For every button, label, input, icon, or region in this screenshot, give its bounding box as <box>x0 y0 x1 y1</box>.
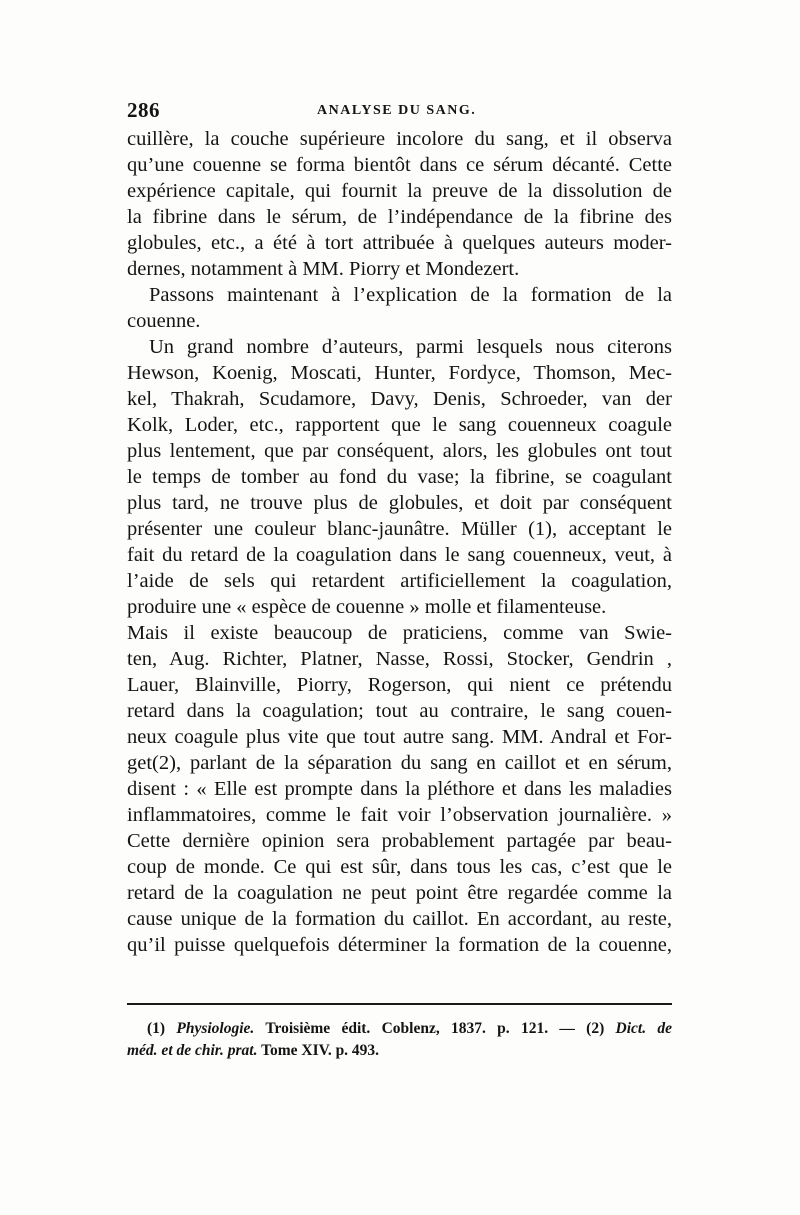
text-line: cuillère, la couche supérieure incolore du sang, et il observa <box>127 128 672 150</box>
text-line: qu’une couenne se forma bientôt dans ce sérum décanté. Cette <box>127 154 672 176</box>
text-line: kel, Thakrah, Scudamore, Davy, Denis, Schroeder, van der <box>127 388 672 410</box>
footnote-1-work: Physiologie. <box>176 1020 255 1037</box>
text-line: plus lentement, que par conséquent, alors, les globules ont tout <box>127 440 672 462</box>
text-line: présenter une couleur blanc-jaunâtre. Müller (1), acceptant le <box>127 518 672 540</box>
page-number: 286 <box>127 98 160 122</box>
footnotes <box>127 1018 672 1062</box>
footnote-1-marker: (1) <box>147 1020 166 1037</box>
text-line: expérience capitale, qui fournit la preuve de la dissolution de <box>127 180 672 202</box>
text-line: cause unique de la formation du caillot. En accordant, au reste, <box>127 908 672 930</box>
text-line: Lauer, Blainville, Piorry, Rogerson, qui nient ce prétendu <box>127 674 672 696</box>
footnote-1-details: Troisième édit. Coblenz, 1837. p. 121. — <box>265 1020 575 1037</box>
text-line: Cette dernière opinion sera probablement partagée par beau- <box>127 830 672 852</box>
text-line: Un grand nombre d’auteurs, parmi lesquels nous citerons <box>149 336 672 358</box>
text-line: retard de la coagulation ne peut point être regardée comme la <box>127 882 672 904</box>
footnote-2-work-cont: méd. et de chir. prat. <box>127 1042 258 1059</box>
text-line: la fibrine dans le sérum, de l’indépendance de la fibrine des <box>127 206 672 228</box>
footnote-line <box>127 1018 672 1040</box>
text-line: disent : « Elle est prompte dans la pléthore et dans les maladies <box>127 778 672 800</box>
text-line: Mais il existe beaucoup de praticiens, comme van Swie- <box>127 622 672 644</box>
text-line: neux coagule plus vite que tout autre sang. MM. Andral et For- <box>127 726 672 748</box>
page-header <box>127 98 672 124</box>
text-line: l’aide de sels qui retardent artificiellement la coagulation, <box>127 570 672 592</box>
text-line: coup de monde. Ce qui est sûr, dans tous les cas, c’est que le <box>127 856 672 878</box>
text-line: plus tard, ne trouve plus de globules, et doit par conséquent <box>127 492 672 514</box>
text-line: retard dans la coagulation; tout au contraire, le sang couen- <box>127 700 672 722</box>
footnote-2-marker: (2) <box>586 1020 605 1037</box>
text-line: inflammatoires, comme le fait voir l’observation journalière. » <box>127 804 672 826</box>
text-line: le temps de tomber au fond du vase; la fibrine, se coagulant <box>127 466 672 488</box>
text-line: couenne. <box>127 310 201 332</box>
text-line: fait du retard de la coagulation dans le sang couenneux, veut, à <box>127 544 672 566</box>
footnote-2-work: Dict. de <box>615 1020 673 1037</box>
footnote-line <box>127 1040 672 1062</box>
text-line: globules, etc., a été à tort attribuée à quelques auteurs moder- <box>127 232 672 254</box>
text-line: Passons maintenant à l’explication de la formation de la <box>149 284 672 306</box>
main-text <box>127 126 672 958</box>
text-line: dernes, notamment à MM. Piorry et Mondezert. <box>127 258 520 280</box>
footnote-2-details: Tome XIV. p. 493. <box>261 1042 380 1059</box>
text-line: produire une « espèce de couenne » molle et filamenteuse. <box>127 596 607 618</box>
text-line: Hewson, Koenig, Moscati, Hunter, Fordyce, Thomson, Mec- <box>127 362 672 384</box>
text-line: qu’il puisse quelquefois déterminer la formation de la couenne, <box>127 934 672 956</box>
footnote-divider <box>127 1003 672 1005</box>
text-line: ten, Aug. Richter, Platner, Nasse, Rossi, Stocker, Gendrin , <box>127 648 672 670</box>
text-line: get(2), parlant de la séparation du sang en caillot et en sérum, <box>127 752 672 774</box>
running-title: ANALYSE DU SANG. <box>317 103 477 118</box>
text-line: Kolk, Loder, etc., rapportent que le sang couenneux coagule <box>127 414 672 436</box>
